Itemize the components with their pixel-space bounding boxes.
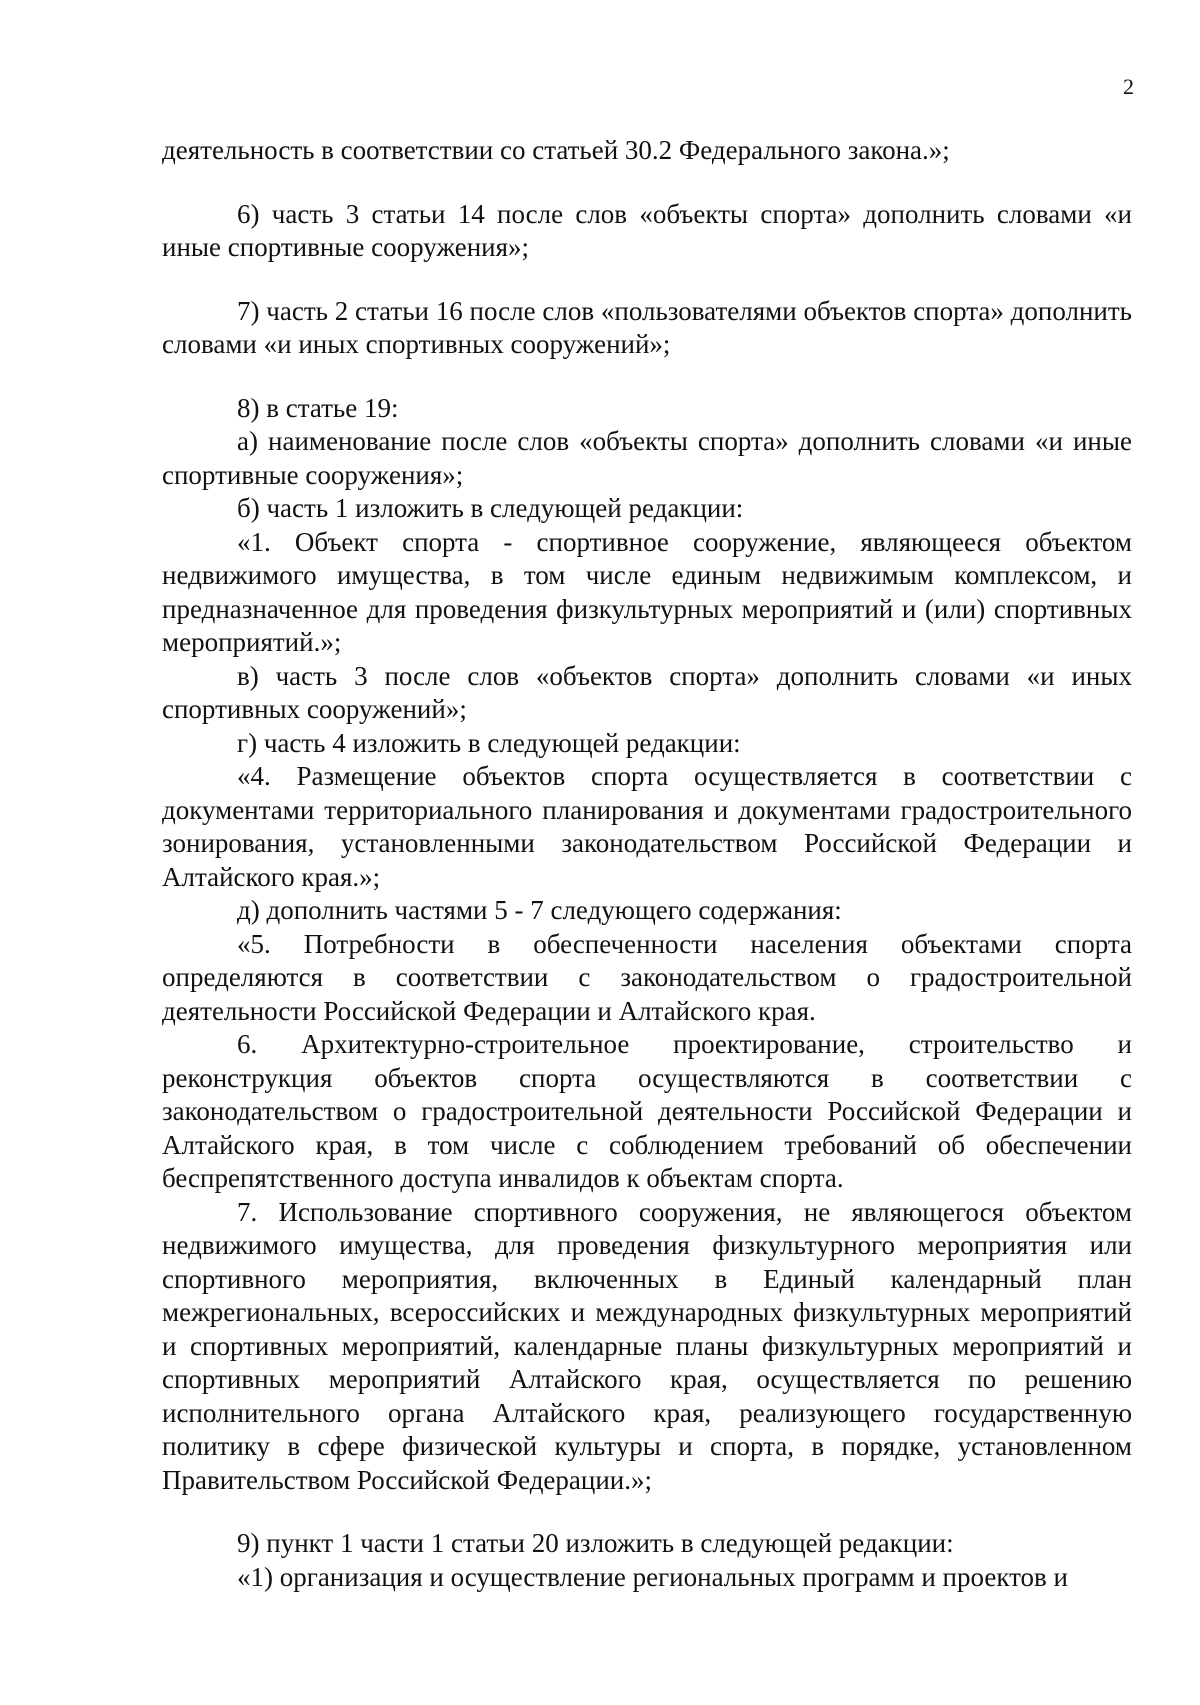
paragraph-subitem-d: д) дополнить частями 5 - 7 следующего содержания: <box>237 895 842 925</box>
paragraph-item-7: 7) часть 2 статьи 16 после слов «пользователями объектов спорта» дополнить словами «и иных спортивных сооружений»; <box>162 295 1132 359</box>
paragraph-quote-part-1: «1. Объект спорта - спортивное сооружение, являющееся объектом недвижимого имущества, в том числе единым недвижимым комплексом, и предназначенное для проведения физкультурных мероприятий и (или) спортивных мероприятий.»; <box>162 526 1132 657</box>
paragraph-subitem-g: г) часть 4 изложить в следующей редакции: <box>237 727 741 758</box>
paragraph-quote-part-4: «4. Размещение объектов спорта осуществляется в соответствии с документами территориального планирования и документами градостроительного зонирования, установленными законодательством Российской Федерации и Алтайского края.»; <box>162 761 1132 892</box>
page-number: 2 <box>1123 74 1134 99</box>
paragraph-quote-part-5: «5. Потребности в обеспеченности населения объектами спорта определяются в соответствии с законодательством о градостроительной деятельности Российской Федерации и Алтайского края. <box>162 928 1132 1026</box>
paragraph-subitem-v: в) часть 3 после слов «объектов спорта» дополнить словами «и иных спортивных сооружений»; <box>162 660 1132 724</box>
paragraph-subitem-a: а) наименование после слов «объекты спорта» дополнить словами «и иные спортивные сооружения»; <box>162 426 1132 490</box>
paragraph-subitem-b: б) часть 1 изложить в следующей редакции: <box>237 493 744 523</box>
paragraph-continuation: деятельность в соответствии со статьей 30.2 Федерального закона.»; <box>162 135 950 165</box>
paragraph-item-9: 9) пункт 1 части 1 статьи 20 изложить в следующей редакции: <box>237 1528 954 1558</box>
paragraph-part-6: 6. Архитектурно-строительное проектирование, строительство и реконструкция объектов спорта осуществляются в соответствии с законодательством о градостроительной деятельности Российской Федерации и Алтайского края, в том числе с соблюдением требований об обеспечении беспрепятственного доступа инвалидов к объектам спорта. <box>162 1029 1132 1193</box>
document-body <box>162 134 1132 1594</box>
paragraph-part-7: 7. Использование спортивного сооружения, не являющегося объектом недвижимого имущества, для проведения физкультурного мероприятия или спортивного мероприятия, включенных в Единый календарный план межрегиональных, всероссийских и международных физкультурных мероприятий и спортивных мероприятий, календарные планы физкультурных мероприятий и спортивных мероприятий Алтайского края, осуществляется по решению исполнительного органа Алтайского края, реализующего государственную политику в сфере физической культуры и спорта, в порядке, установленном Правительством Российской Федерации.»; <box>162 1196 1132 1495</box>
paragraph-item-8: 8) в статье 19: <box>237 392 399 423</box>
paragraph-item-6: 6) часть 3 статьи 14 после слов «объекты спорта» дополнить словами «и иные спортивные сооружения»; <box>162 198 1132 262</box>
paragraph-quote-clause-1: «1) организация и осуществление региональных программ и проектов и <box>237 1561 1068 1592</box>
